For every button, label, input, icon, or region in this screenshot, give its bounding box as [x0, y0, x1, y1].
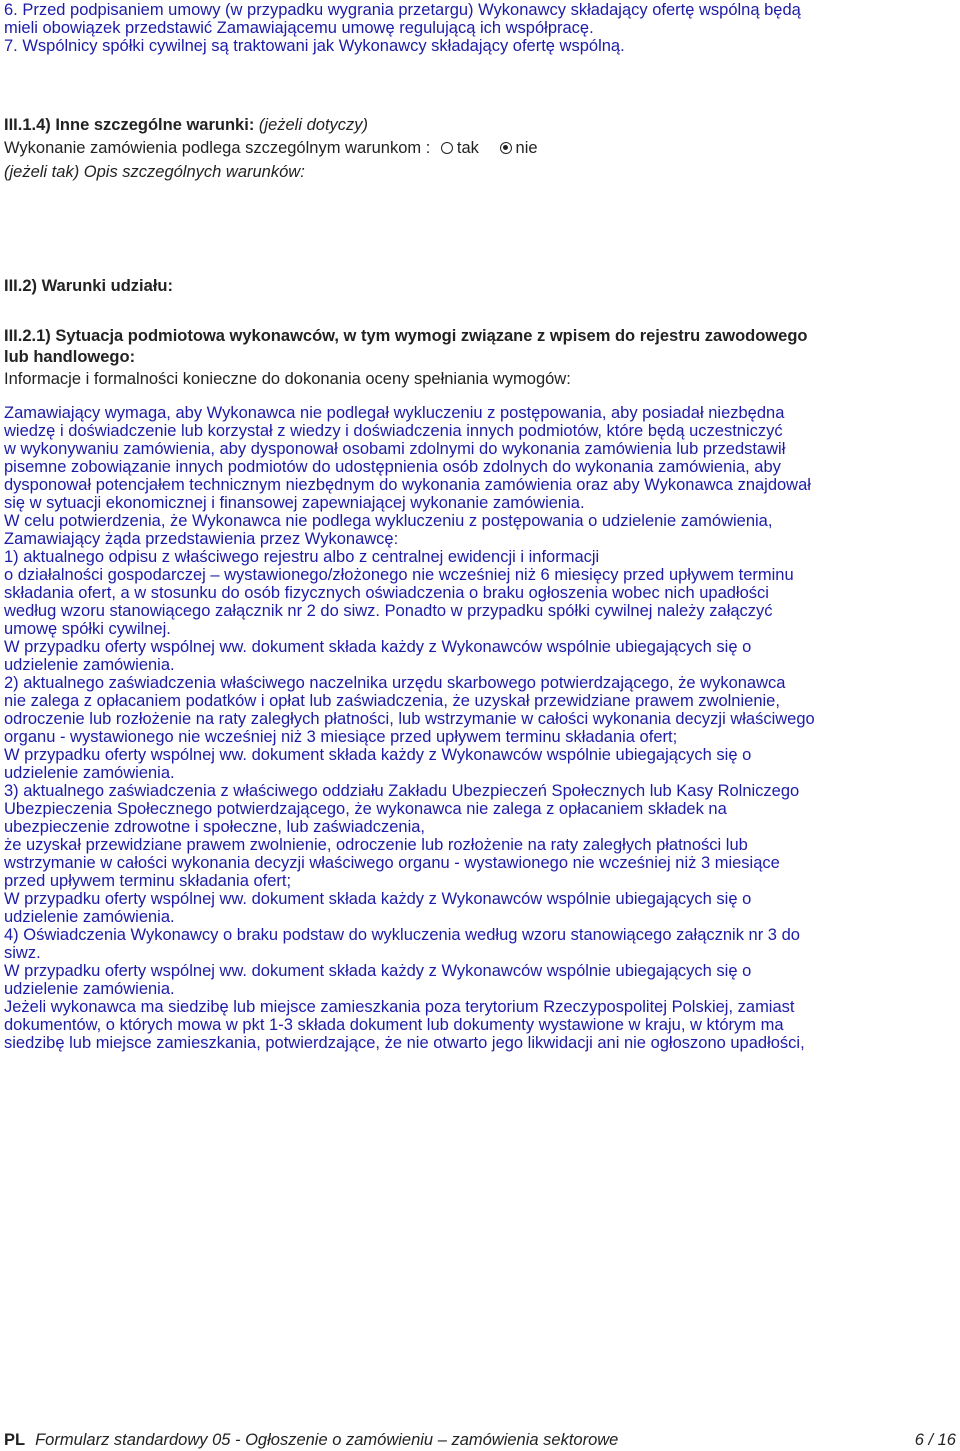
section-heading: III.1.4) Inne szczególne warunki: [4, 116, 255, 134]
text-line: składania ofert, a w stosunku do osób fizycznych oświadczenia o braku ogłoszenia wobec nich upadłości [4, 584, 769, 602]
text-line: udzielenie zamówienia. [4, 764, 175, 782]
radio-nie-icon[interactable] [500, 142, 512, 154]
text-line: Ubezpieczenia Społecznego potwierdzającego, że wykonawca nie zalega z opłacaniem składek na [4, 800, 727, 818]
text-line: siedzibę lub miejsce zamieszkania, potwierdzające, że nie otwarto jego likwidacji ani nie ogłoszono upadłości, [4, 1034, 805, 1052]
text-line: W przypadku oferty wspólnej ww. dokument składa każdy z Wykonawców wspólnie ubiegających się o [4, 638, 752, 656]
text-line: W przypadku oferty wspólnej ww. dokument składa każdy z Wykonawców wspólnie ubiegających się o [4, 890, 752, 908]
text-line: 7. Wspólnicy spółki cywilnej są traktowani jak Wykonawcy składający ofertę wspólną. [4, 37, 625, 55]
info-label: Informacje i formalności konieczne do dokonania oceny spełniania wymogów: [4, 370, 571, 388]
text-line: ubezpieczenie zdrowotne i społeczne, lub zaświadczenia, [4, 818, 425, 836]
text-line: udzielenie zamówienia. [4, 908, 175, 926]
text-line: 4) Oświadczenia Wykonawcy o braku podstaw do wykluczenia według wzoru stanowiącego załącznik nr 3 do [4, 926, 800, 944]
text-line: że uzyskał przewidziane prawem zwolnienie, odroczenie lub rozłożenie na raty zaległych płatności lub [4, 836, 748, 854]
text-line: według wzoru stanowiącego załącznik nr 2 do siwz. Ponadto w przypadku spółki cywilnej należy załączyć [4, 602, 773, 620]
requirements-text [4, 404, 815, 1052]
text-line: Zamawiający wymaga, aby Wykonawca nie podlegał wykluczeniu z postępowania, aby posiadał niezbędna [4, 404, 785, 422]
heading-note: (jeżeli dotyczy) [258, 116, 369, 134]
radio-nie-label: nie [515, 139, 538, 157]
page-number: 6 / 16 [914, 1431, 956, 1449]
text-line: 3) aktualnego zaświadczenia z właściwego oddziału Zakładu Ubezpieczeń Społecznych lub Kasy Rolniczego [4, 782, 800, 800]
text-line: mieli obowiązek przedstawić Zamawiającemu umowę regulującą ich współpracę. [4, 19, 594, 37]
text-line: W przypadku oferty wspólnej ww. dokument składa każdy z Wykonawców wspólnie ubiegających się o [4, 962, 752, 980]
text-line: 1) aktualnego odpisu z właściwego rejestru albo z centralnej ewidencji i informacji [4, 548, 600, 566]
text-line: W przypadku oferty wspólnej ww. dokument składa każdy z Wykonawców wspólnie ubiegających się o [4, 746, 752, 764]
text-line: dysponował potencjałem technicznym niezbędnym do wykonania zamówienia oraz aby Wykonawca znajdował [4, 476, 811, 494]
text-line: Zamawiający żąda przedstawienia przez Wykonawcę: [4, 530, 399, 548]
section-heading-line: lub handlowego: [4, 348, 136, 366]
section-special-conditions [4, 114, 538, 184]
text-line: 6. Przed podpisaniem umowy (w przypadku wygrania przetargu) Wykonawcy składający ofertę wspólną będą [4, 1, 801, 19]
description-label: (jeżeli tak) Opis szczególnych warunków: [4, 163, 305, 181]
text-line: W celu potwierdzenia, że Wykonawca nie podlega wykluczeniu z postępowania o udzielenie zamówienia, [4, 512, 773, 530]
text-line: udzielenie zamówienia. [4, 656, 175, 674]
text-line: o działalności gospodarczej – wystawionego/złożonego nie wcześniej niż 6 miesięcy przed upływem terminu [4, 566, 794, 584]
section-heading-line: III.2.1) Sytuacja podmiotowa wykonawców, w tym wymogi związane z wpisem do rejestru zawodowego [4, 327, 808, 345]
text-line: umowę spółki cywilnej. [4, 620, 171, 638]
text-line: siwz. [4, 944, 41, 962]
text-line: Jeżeli wykonawca ma siedzibę lub miejsce zamieszkania poza terytorium Rzeczypospolitej Polskiej, zamiast [4, 998, 795, 1016]
text-line: wiedzę i doświadczenie lub korzystał z wiedzy i doświadczenia innych podmiotów, które będą uczestniczyć [4, 422, 783, 440]
top-paragraph [4, 1, 801, 55]
footer-title: Formularz standardowy 05 - Ogłoszenie o zamówieniu – zamówienia sektorowe [35, 1431, 619, 1449]
page-footer [4, 1431, 956, 1449]
radio-tak-icon[interactable] [441, 142, 453, 154]
special-conditions-question: Wykonanie zamówienia podlega szczególnym warunkom : [4, 139, 431, 157]
text-line: nie zalega z opłacaniem podatków i opłat lub zaświadczenia, że uzyskał przewidziane prawem zwolnienie, [4, 692, 780, 710]
text-line: wstrzymanie w całości wykonania decyzji właściwego organu - wystawionego nie wcześniej niż 3 miesiące [4, 854, 780, 872]
text-line: 2) aktualnego zaświadczenia właściwego naczelnika urzędu skarbowego potwierdzającego, że wykonawca [4, 674, 786, 692]
text-line: pisemne zobowiązanie innych podmiotów do udostępnienia osób zdolnych do wykonania zamówienia, aby [4, 458, 781, 476]
text-line: organu - wystawionego nie wcześniej niż 3 miesiące przed upływem terminu składania ofert; [4, 728, 678, 746]
section-subject-situation [4, 326, 952, 390]
radio-tak-label: tak [456, 139, 479, 157]
footer-lang: PL [4, 1431, 26, 1449]
text-line: w wykonywaniu zamówienia, aby dysponował osobami zdolnymi do wykonania zamówienia lub przedstawił [4, 440, 786, 458]
text-line: się w sytuacji ekonomicznej i finansowej zapewniającej wykonanie zamówienia. [4, 494, 585, 512]
section-participation-heading: III.2) Warunki udziału: [4, 277, 173, 295]
text-line: dokumentów, o których mowa w pkt 1-3 składa dokument lub dokumenty wystawione w kraju, w którym ma [4, 1016, 784, 1034]
text-line: udzielenie zamówienia. [4, 980, 175, 998]
text-line: odroczenie lub rozłożenie na raty zaległych płatności, lub wstrzymanie w całości wykonania decyzji właściwego [4, 710, 815, 728]
text-line: przed upływem terminu składania ofert; [4, 872, 292, 890]
